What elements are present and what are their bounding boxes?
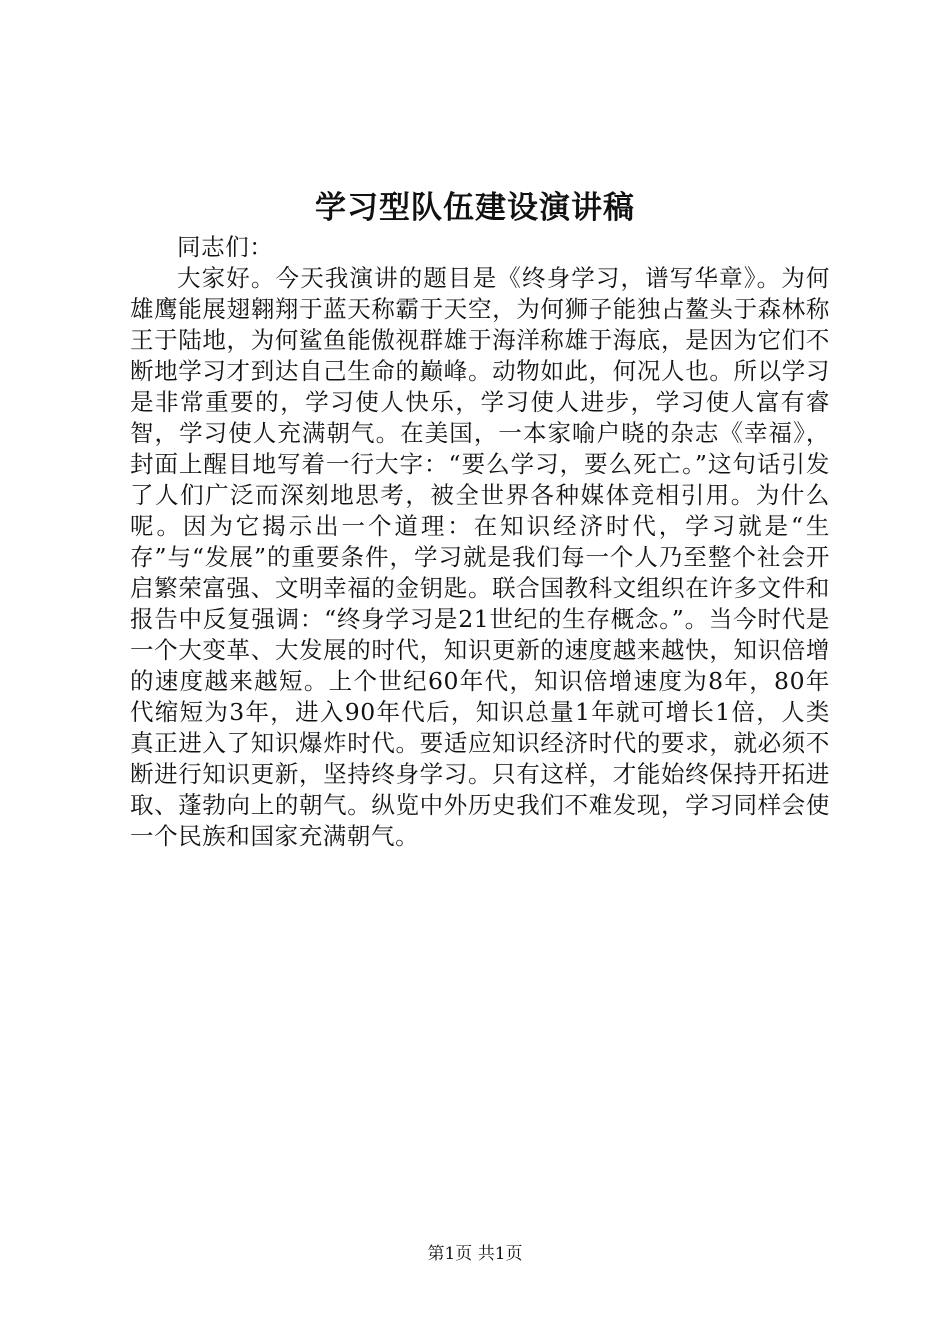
document-title: 学习型队伍建设演讲稿	[315, 190, 635, 226]
page-footer: 第1页 共1页	[427, 1244, 523, 1264]
document-body	[130, 232, 830, 852]
body-paragraph: 大家好。今天我演讲的题目是《终身学习，谱写华章》。为何雄鹰能展翅翱翔于蓝天称霸于天空，为何狮子能独占鳌头于森林称王于陆地，为何鲨鱼能傲视群雄于海洋称雄于海底，是因为它们不断地学习才到达自己生命的巅峰。动物如此，何况人也。所以学习是非常重要的，学习使人快乐，学习使人进步，学习使人富有睿智，学习使人充满朝气。在美国，一本家喻户晓的杂志《幸福》，封面上醒目地写着一行大字：“要么学习，要么死亡。”这句话引发了人们广泛而深刻地思考，被全世界各种媒体竞相引用。为什么呢。因为它揭示出一个道理：在知识经济时代，学习就是“生存”与“发展”的重要条件，学习就是我们每一个人乃至整个社会开启繁荣富强、文明幸福的金钥匙。联合国教科文组织在许多文件和报告中反复强调：“终身学习是21世纪的生存概念。”。当今时代是一个大变革、大发展的时代，知识更新的速度越来越快，知识倍增的速度越来越短。上个世纪60年代，知识倍增速度为8年，80年代缩短为3年，进入90年代后，知识总量1年就可增长1倍，人类真正进入了知识爆炸时代。要适应知识经济时代的要求，就必须不断进行知识更新，坚持终身学习。只有这样，才能始终保持开拓进取、蓬勃向上的朝气。纵览中外历史我们不难发现，学习同样会使一个民族和国家充满朝气。	[130, 264, 830, 850]
salutation: 同志们：	[177, 233, 274, 261]
